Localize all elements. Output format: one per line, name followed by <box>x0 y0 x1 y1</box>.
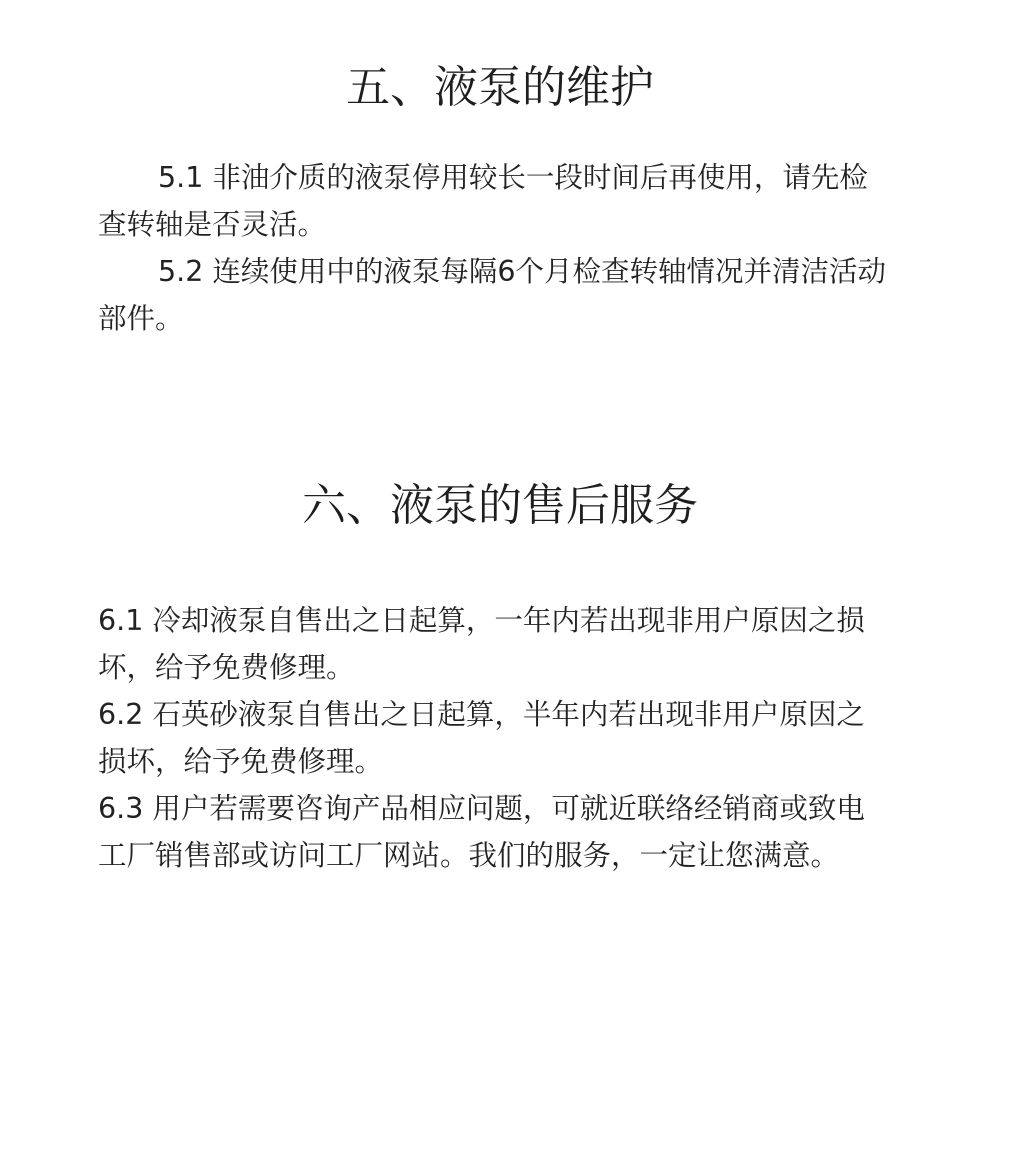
maintenance-paragraphs <box>98 154 888 342</box>
after-sales-item-6-3: 6.3 用户若需要咨询产品相应问题，可就近联络经销商或致电工厂销售部或访问工厂网站。我们的服务，一定让您满意。 <box>98 792 865 872</box>
after-sales-item-6-2: 6.2 石英砂液泵自售出之日起算，半年内若出现非用户原因之损坏，给予免费修理。 <box>98 698 865 778</box>
maintenance-item-5-1: 5.1 非油介质的液泵停用较长一段时间后再使用，请先检查转轴是否灵活。 <box>98 161 868 241</box>
after-sales-item-6-1: 6.1 冷却液泵自售出之日起算，一年内若出现非用户原因之损坏，给予免费修理。 <box>98 604 865 684</box>
after-sales-paragraphs <box>98 597 888 879</box>
section-title-after-sales-service: 六、液泵的售后服务 <box>302 480 698 531</box>
maintenance-item-5-2: 5.2 连续使用中的液泵每隔6个月检查转轴情况并清洁活动部件。 <box>98 255 887 335</box>
section-title-maintenance: 五、液泵的维护 <box>346 62 654 113</box>
